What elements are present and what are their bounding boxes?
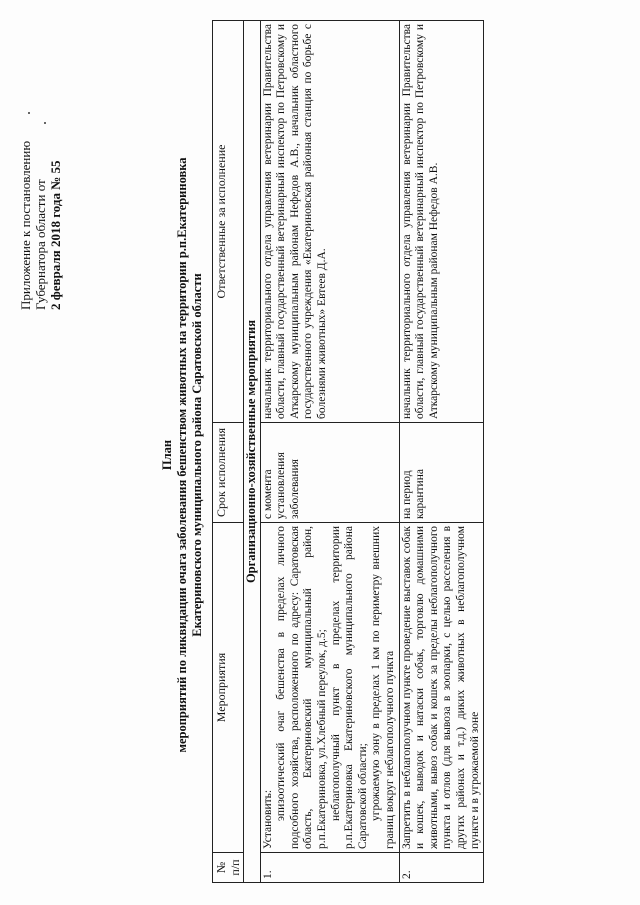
section-title: Организационно-хозяйственные мероприятия <box>244 21 261 883</box>
row-1-measures-p2: неблагополучный пункт в пределах территории р.п.Екатериновка Екатериновского муниципального района Саратовской области; <box>329 526 369 849</box>
row-1-deadline: с момента установления заболевания <box>260 423 399 523</box>
document-title <box>160 25 205 885</box>
header-num: № п/п <box>213 853 244 883</box>
table-header-row <box>213 21 244 883</box>
appendix-line-1: Приложение к постановлению <box>18 140 33 310</box>
row-2-measures: Запретить в неблагополучном пункте проведение выставок собак и кошек, выводок и натаски собак, торговлю домашними животными, вывоз собак и кошек за пределы неблагополучного пункта и отлов (для вывоза в зоопарки, с целью расселения в других районах и т.д.) диких животных в неблагополучном пункте и в угрожаемой зоне <box>399 523 484 853</box>
row-1-measures-intro: Установить: <box>261 789 274 849</box>
header-measures: Мероприятия <box>213 523 244 853</box>
title-line-1: План <box>160 439 174 471</box>
plan-table <box>212 20 484 883</box>
appendix-block <box>18 10 63 310</box>
title-line-2: мероприятий по ликвидации очага заболевания бешенством животных на территории р.п.Екатериновка <box>175 157 189 753</box>
row-2-deadline: на период карантина <box>399 423 484 523</box>
header-responsible: Ответственные за исполнение <box>213 21 244 423</box>
title-line-3: Екатериновского муниципального района Саратовской области <box>190 273 204 637</box>
table-row <box>260 21 399 883</box>
scan-speck <box>44 122 46 124</box>
appendix-line-3: 2 февраля 2018 года № 55 <box>48 160 63 310</box>
row-1-num: 1. <box>260 853 399 883</box>
appendix-line-2: Губернатора области от <box>33 179 48 310</box>
row-1-measures-p1: эпизоотический очаг бешенства в пределах личного подсобного хозяйства, расположенного по адресу: Саратовская область, Екатериновский муниципальный район, р.п.Екатериновка, ул.Хлебный переулок, д.5; <box>275 526 328 849</box>
row-1-measures-p3: угрожаемую зону в пределах 1 км по периметру внешних границ вокруг неблагополучного пункта <box>370 526 396 849</box>
row-1-responsible: начальник территориального отдела управления ветеринарии Правительства области, главный государственный ветеринарный инспектор по Петровскому и Аткарскому муниципальным районам Нефедов А.В., начальник областного государственного учреждения «Екатериновская районная станция по борьбе с болезнями животных» Евтеев Д.А. <box>260 21 399 423</box>
row-1-measures <box>260 523 399 853</box>
row-2-num: 2. <box>399 853 484 883</box>
scan-speck <box>28 112 30 114</box>
section-row <box>244 21 261 883</box>
table-row <box>399 21 484 883</box>
row-2-responsible: начальник территориального отдела управления ветеринарии Правительства области, главный государственный ветеринарный инспектор по Петровскому и Аткарскому муниципальным районам Нефедов А.В. <box>399 21 484 423</box>
header-deadline: Срок исполнения <box>213 423 244 523</box>
